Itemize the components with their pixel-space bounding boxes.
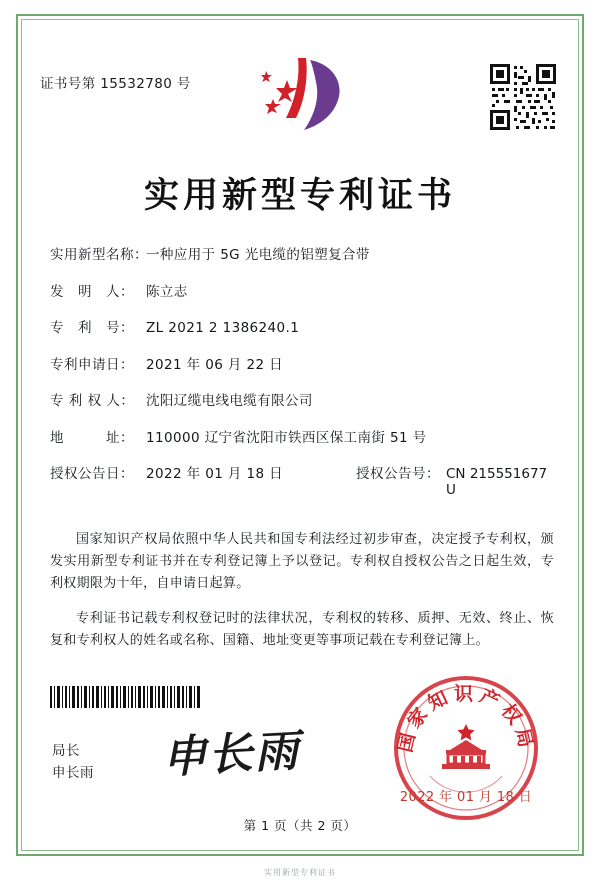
cnipa-logo-icon: [252, 54, 348, 134]
qr-code-icon: [488, 62, 558, 132]
field-row-grant: [50, 462, 554, 498]
barcode-icon: [50, 686, 200, 708]
field-row-apply-date: [50, 353, 554, 373]
field-value-grant-no: CN 215551677 U: [446, 466, 548, 498]
field-row-address: [50, 426, 554, 446]
footer-note: 实用新型专利证书: [264, 868, 336, 877]
seal-date: 2022 年 01 月 18 日: [399, 790, 533, 805]
field-label-inventor: 发 明 人：: [50, 283, 134, 300]
signature-name: 申长雨: [52, 765, 94, 781]
field-label-apply-date: 专利申请日：: [50, 356, 134, 373]
field-row-name: [50, 243, 554, 263]
field-label-name: 实用新型名称：: [50, 247, 148, 263]
signature-block: [52, 740, 94, 784]
field-label-grant-no: 授权公告号：: [356, 466, 440, 482]
field-value-patentee: 沈阳辽缆电线电缆有限公司: [146, 393, 313, 409]
svg-text:国家知识产权局: 国家知识产权局: [394, 683, 538, 755]
page-title: 实用新型专利证书: [143, 176, 456, 216]
legal-paragraph-1: 国家知识产权局依照中华人民共和国专利法经过初步审查，决定授予专利权，颁发实用新型专利证书并在专利登记簿上予以登记。专利权自授权公告之日起生效，专利权期限为十年，自申请日起算。: [50, 532, 554, 591]
field-value-grant-date: 2022 年 01 月 18 日: [146, 466, 284, 482]
field-label-grant-date: 授权公告日：: [50, 466, 134, 482]
certificate-number: 证书号第 15532780 号: [40, 76, 191, 92]
field-label-address: 地 址：: [50, 429, 134, 446]
legal-paragraph-2: 专利证书记载专利权登记时的法律状况，专利权的转移、质押、无效、终止、恢复和专利权人的姓名或名称、国籍、地址变更等事项记载在专利登记簿上。: [50, 611, 554, 648]
signature-title: 局长: [52, 743, 80, 759]
field-label-patent-no: 专 利 号：: [50, 320, 134, 336]
field-value-name: 一种应用于 5G 光电缆的铝塑复合带: [146, 247, 370, 263]
field-value-apply-date: 2021 年 06 月 22 日: [146, 356, 284, 373]
handwritten-signature: 申长雨: [160, 725, 302, 784]
field-label-patentee: 专 利 权 人：: [50, 393, 135, 409]
field-row-patentee: [50, 389, 554, 409]
field-value-address: 110000 辽宁省沈阳市铁西区保工南街 51 号: [146, 429, 427, 446]
field-row-inventor: [50, 280, 554, 300]
field-row-patent-no: [50, 316, 554, 336]
field-value-inventor: 陈立志: [146, 283, 188, 300]
fields-block: [50, 243, 554, 515]
field-value-patent-no: ZL 2021 2 1386240.1: [146, 320, 300, 336]
legal-text-block: [50, 516, 554, 654]
page-number: 第 1 页（共 2 页）: [243, 818, 357, 833]
